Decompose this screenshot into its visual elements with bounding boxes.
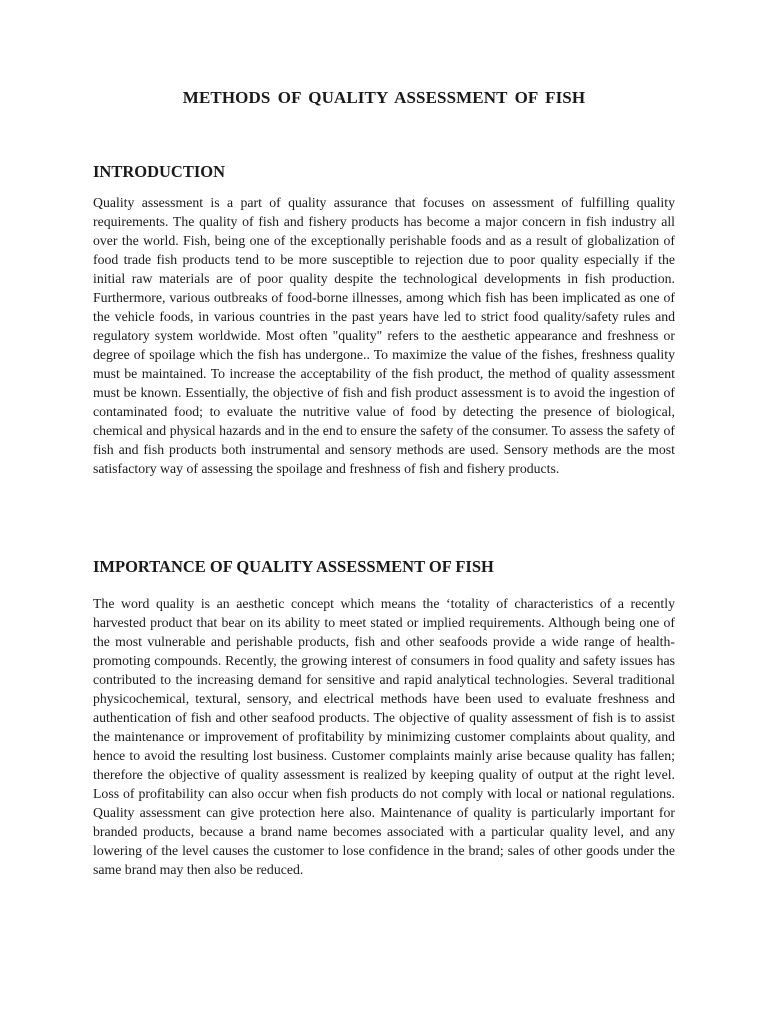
section-heading-importance: IMPORTANCE OF QUALITY ASSESSMENT OF FISH bbox=[93, 557, 494, 576]
section-body-importance: The word quality is an aesthetic concept which means the ‘totality of characteristics of a recently harvested product that bear on its ability to meet stated or implied requirements. Although being one of the most vulnerable and perishable products, fish and other seafoods provide a wide range of health-promoting compounds. Recently, the growing interest of consumers in food quality and safety issues has contributed to the increasing demand for sensitive and rapid analytical technologies. Several traditional physicochemical, textural, sensory, and electrical methods have been used to evaluate freshness and authentication of fish and other seafood products. The objective of quality assessment of fish is to assist the maintenance or improvement of profitability by minimizing customer complaints about quality, and hence to avoid the resulting lost business. Customer complaints mainly arise because quality has fallen; therefore the objective of quality assessment is realized by keeping quality of output at the right level. Loss of profitability can also occur when fish products do not comply with local or national regulations. Quality assessment can give protection here also. Maintenance of quality is particularly important for branded products, because a brand name becomes associated with a particular quality level, and any lowering of the level causes the customer to lose confidence in the brand; sales of other goods under the same brand may then also be reduced. bbox=[93, 596, 675, 877]
page-title: METHODS OF QUALITY ASSESSMENT OF FISH bbox=[182, 88, 586, 107]
section-body-introduction: Quality assessment is a part of quality assurance that focuses on assessment of fulfilling quality requirements. The quality of fish and fishery products has become a major concern in fish industry all over the world. Fish, being one of the exceptionally perishable foods and as a result of globalization of food trade fish products tend to be more susceptible to rejection due to poor quality especially if the initial raw materials are of poor quality despite the technological developments in fish production. Furthermore, various outbreaks of food-borne illnesses, among which fish has been implicated as one of the vehicle foods, in various countries in the past years have led to strict food quality/safety rules and regulatory system worldwide. Most often "quality" refers to the aesthetic appearance and freshness or degree of spoilage which the fish has undergone.. To maximize the value of the fishes, freshness quality must be maintained. To increase the acceptability of the fish product, the method of quality assessment must be known. Essentially, the objective of fish and fish product assessment is to avoid the ingestion of contaminated food; to evaluate the nutritive value of food by detecting the presence of biological, chemical and physical hazards and in the end to ensure the safety of the consumer. To assess the safety of fish and fish products both instrumental and sensory methods are used. Sensory methods are the most satisfactory way of assessing the spoilage and freshness of fish and fishery products. bbox=[93, 195, 675, 476]
section-heading-introduction: INTRODUCTION bbox=[93, 162, 226, 181]
